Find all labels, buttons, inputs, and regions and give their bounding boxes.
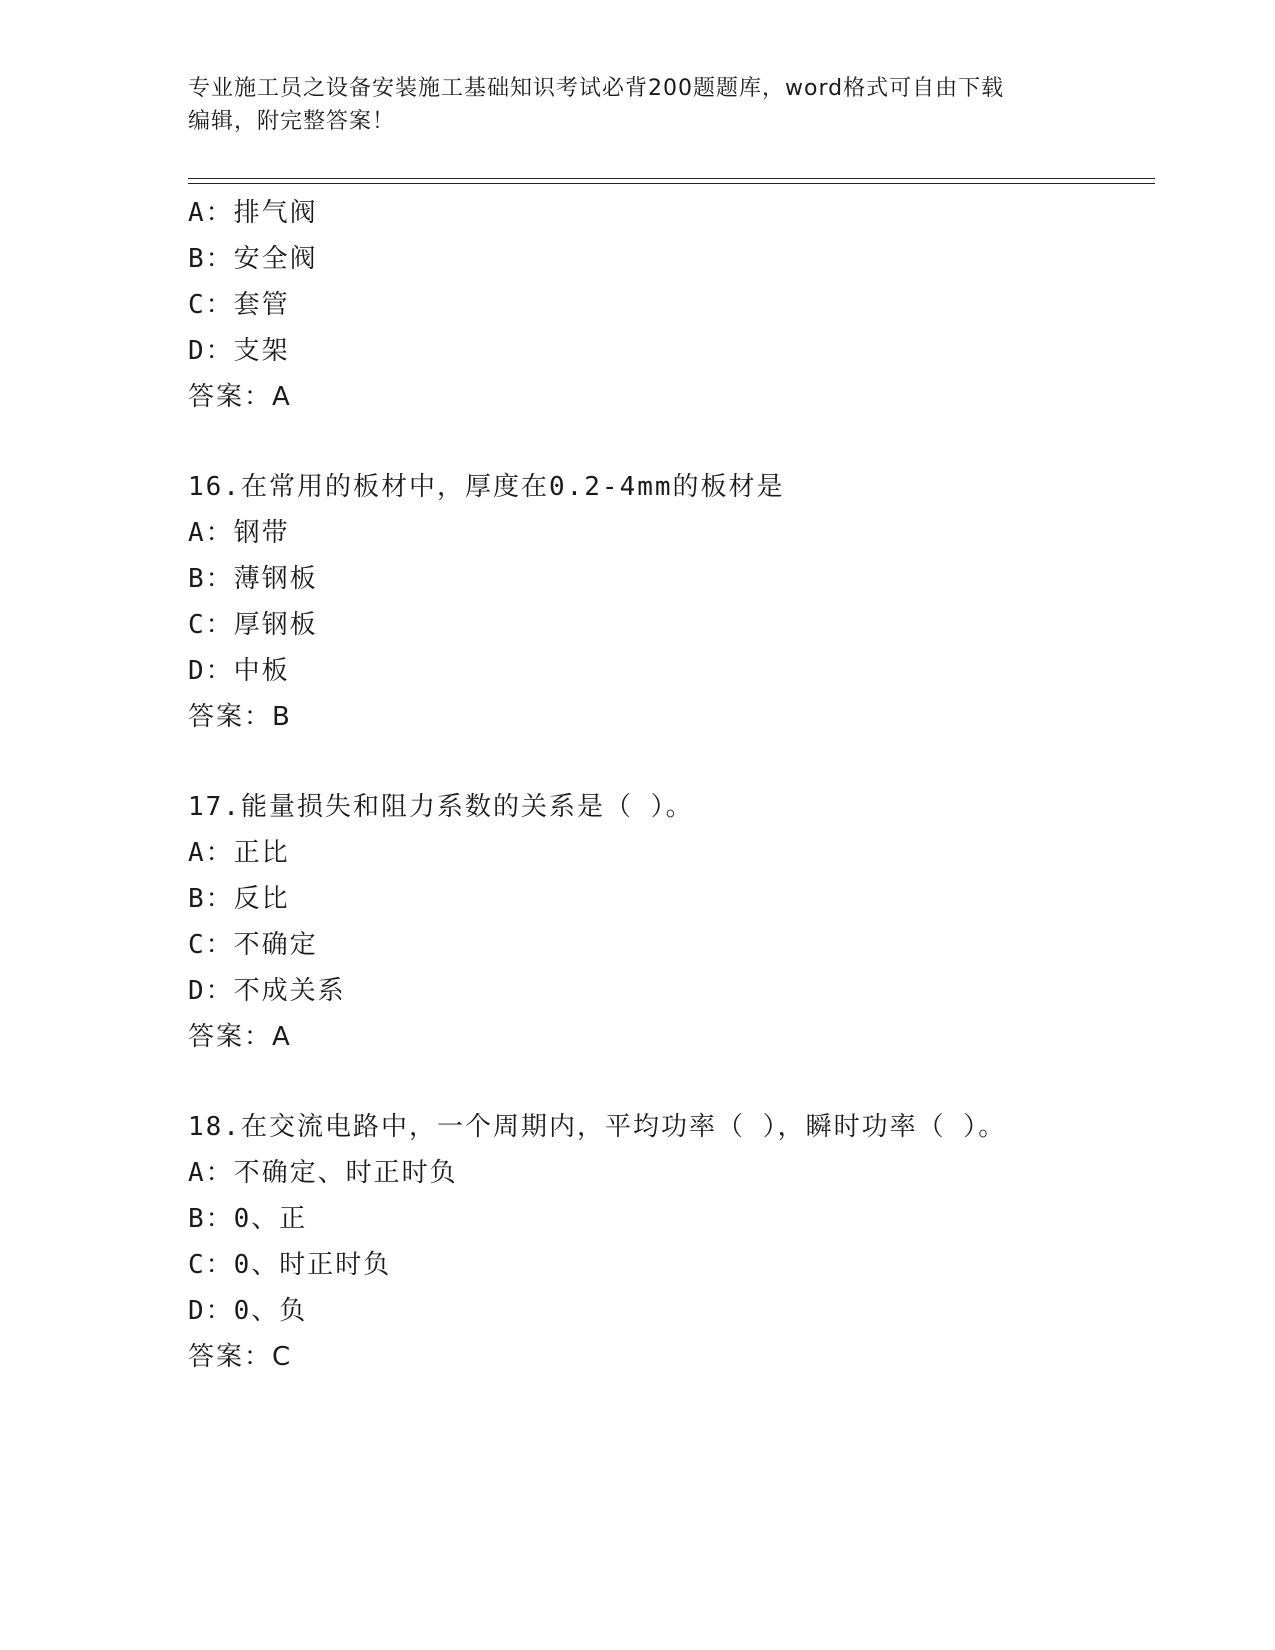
answer-line: 答案：B bbox=[188, 702, 292, 732]
option-a: A：正比 bbox=[188, 838, 290, 868]
question-text: 17.能量损失和阻力系数的关系是（ ）。 bbox=[188, 792, 694, 822]
option-a: A：排气阀 bbox=[188, 198, 318, 228]
document-body bbox=[188, 190, 1155, 1380]
header-title-line1: 专业施工员之设备安装施工基础知识考试必背200题题库，word格式可自由下载 bbox=[188, 76, 1005, 101]
header-title-line2: 编辑，附完整答案！ bbox=[188, 109, 396, 134]
question-16 bbox=[188, 464, 1155, 740]
option-b: B：反比 bbox=[188, 884, 290, 914]
answer-line: 答案：A bbox=[188, 1022, 292, 1052]
option-c: C：套管 bbox=[188, 290, 290, 320]
option-a: A：钢带 bbox=[188, 518, 290, 548]
option-b: B：薄钢板 bbox=[188, 564, 318, 594]
option-c: C：厚钢板 bbox=[188, 610, 318, 640]
option-c: C：不确定 bbox=[188, 930, 318, 960]
question-text: 18.在交流电路中，一个周期内，平均功率（ ），瞬时功率（ ）。 bbox=[188, 1112, 1007, 1142]
option-b: B：0、正 bbox=[188, 1204, 308, 1234]
option-c: C：0、时正时负 bbox=[188, 1250, 392, 1280]
question-17 bbox=[188, 784, 1155, 1060]
question-15-continued bbox=[188, 190, 1155, 420]
header-divider-bottom bbox=[188, 183, 1155, 184]
question-18 bbox=[188, 1104, 1155, 1380]
option-a: A：不确定、时正时负 bbox=[188, 1158, 458, 1188]
header-divider-top bbox=[188, 178, 1155, 179]
option-d: D：中板 bbox=[188, 656, 290, 686]
option-d: D：0、负 bbox=[188, 1296, 308, 1326]
option-b: B：安全阀 bbox=[188, 244, 318, 274]
option-d: D：不成关系 bbox=[188, 976, 346, 1006]
question-text: 16.在常用的板材中，厚度在0.2-4mm的板材是 bbox=[188, 472, 785, 502]
answer-line: 答案：C bbox=[188, 1342, 293, 1372]
page-header bbox=[188, 72, 1088, 138]
answer-line: 答案：A bbox=[188, 382, 292, 412]
option-d: D：支架 bbox=[188, 336, 290, 366]
